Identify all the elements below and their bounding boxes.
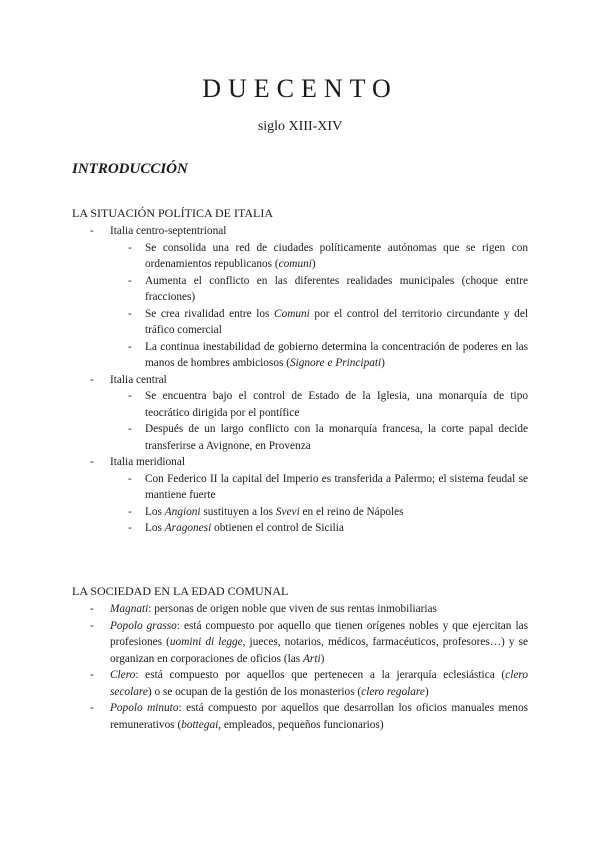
list-item: - Se consolida una red de ciudades políticamente autónomas que se rigen con ordenamientos republicanos (comuni) (128, 241, 528, 270)
list-item: - Después de un largo conflicto con la monarquía francesa, la corte papal decide transferirse a Avignone, en Provenza (128, 423, 528, 452)
page-subtitle: siglo XIII-XIV (257, 119, 343, 134)
list-item: - Con Federico II la capital del Imperio es transferida a Palermo; el sistema feudal se mantiene fuerte (128, 472, 528, 501)
region-item: - Italia centro-septentrional (90, 225, 227, 237)
list-item: - Clero: está compuesto por aquellos que pertenecen a la jerarquía eclesiástica (clero secolare) o se ocupan de la gestión de los monasterios (clero regolare) (90, 669, 528, 698)
region-item: - Italia meridional (90, 456, 185, 468)
political-list (72, 223, 528, 537)
intro-heading: INTRODUCCIÓN (72, 161, 188, 177)
list-item: - Popolo grasso: está compuesto por aquello que tienen orígenes nobles y que ejercitan las profesiones (uomini di legge, jueces, notarios, médicos, farmacéuticos, profesores…) y se organizan en corporaciones de oficios (las Arti) (90, 619, 529, 665)
society-list (72, 601, 528, 733)
list-item: - Se encuentra bajo el control de Estado de la Iglesia, una monarquía de tipo teocrático dirigida por el pontífice (128, 390, 528, 419)
list-item: - La continua inestabilidad de gobierno determina la concentración de poderes en las manos de hombres ambiciosos (Signore e Principati) (128, 340, 528, 369)
list-item: - Popolo minuto: está compuesto por aquellos que desarrollan los oficios manuales menos remunerativos (bottegai, empleados, pequeños funcionarios) (90, 702, 528, 731)
list-item: - Magnati: personas de origen noble que viven de sus rentas inmobiliarias (90, 603, 437, 615)
section-heading-society: LA SOCIEDAD EN LA EDAD COMUNAL (72, 584, 289, 598)
list-item: - Se crea rivalidad entre los Comuni por el control del territorio circundante y del tráfico comercial (128, 307, 528, 336)
section-heading-political: LA SITUACIÓN POLÍTICA DE ITALIA (72, 206, 274, 220)
list-item: - Los Aragonesi obtienen el control de Sicilia (128, 522, 344, 534)
region-item: - Italia central (90, 373, 167, 386)
page-title: DUECENTO (202, 74, 398, 103)
list-item: - Aumenta el conflicto en las diferentes realidades municipales (choque entre fracciones) (128, 274, 528, 303)
list-item: - Los Angioni sustituyen a los Svevi en el reino de Nápoles (128, 505, 404, 518)
